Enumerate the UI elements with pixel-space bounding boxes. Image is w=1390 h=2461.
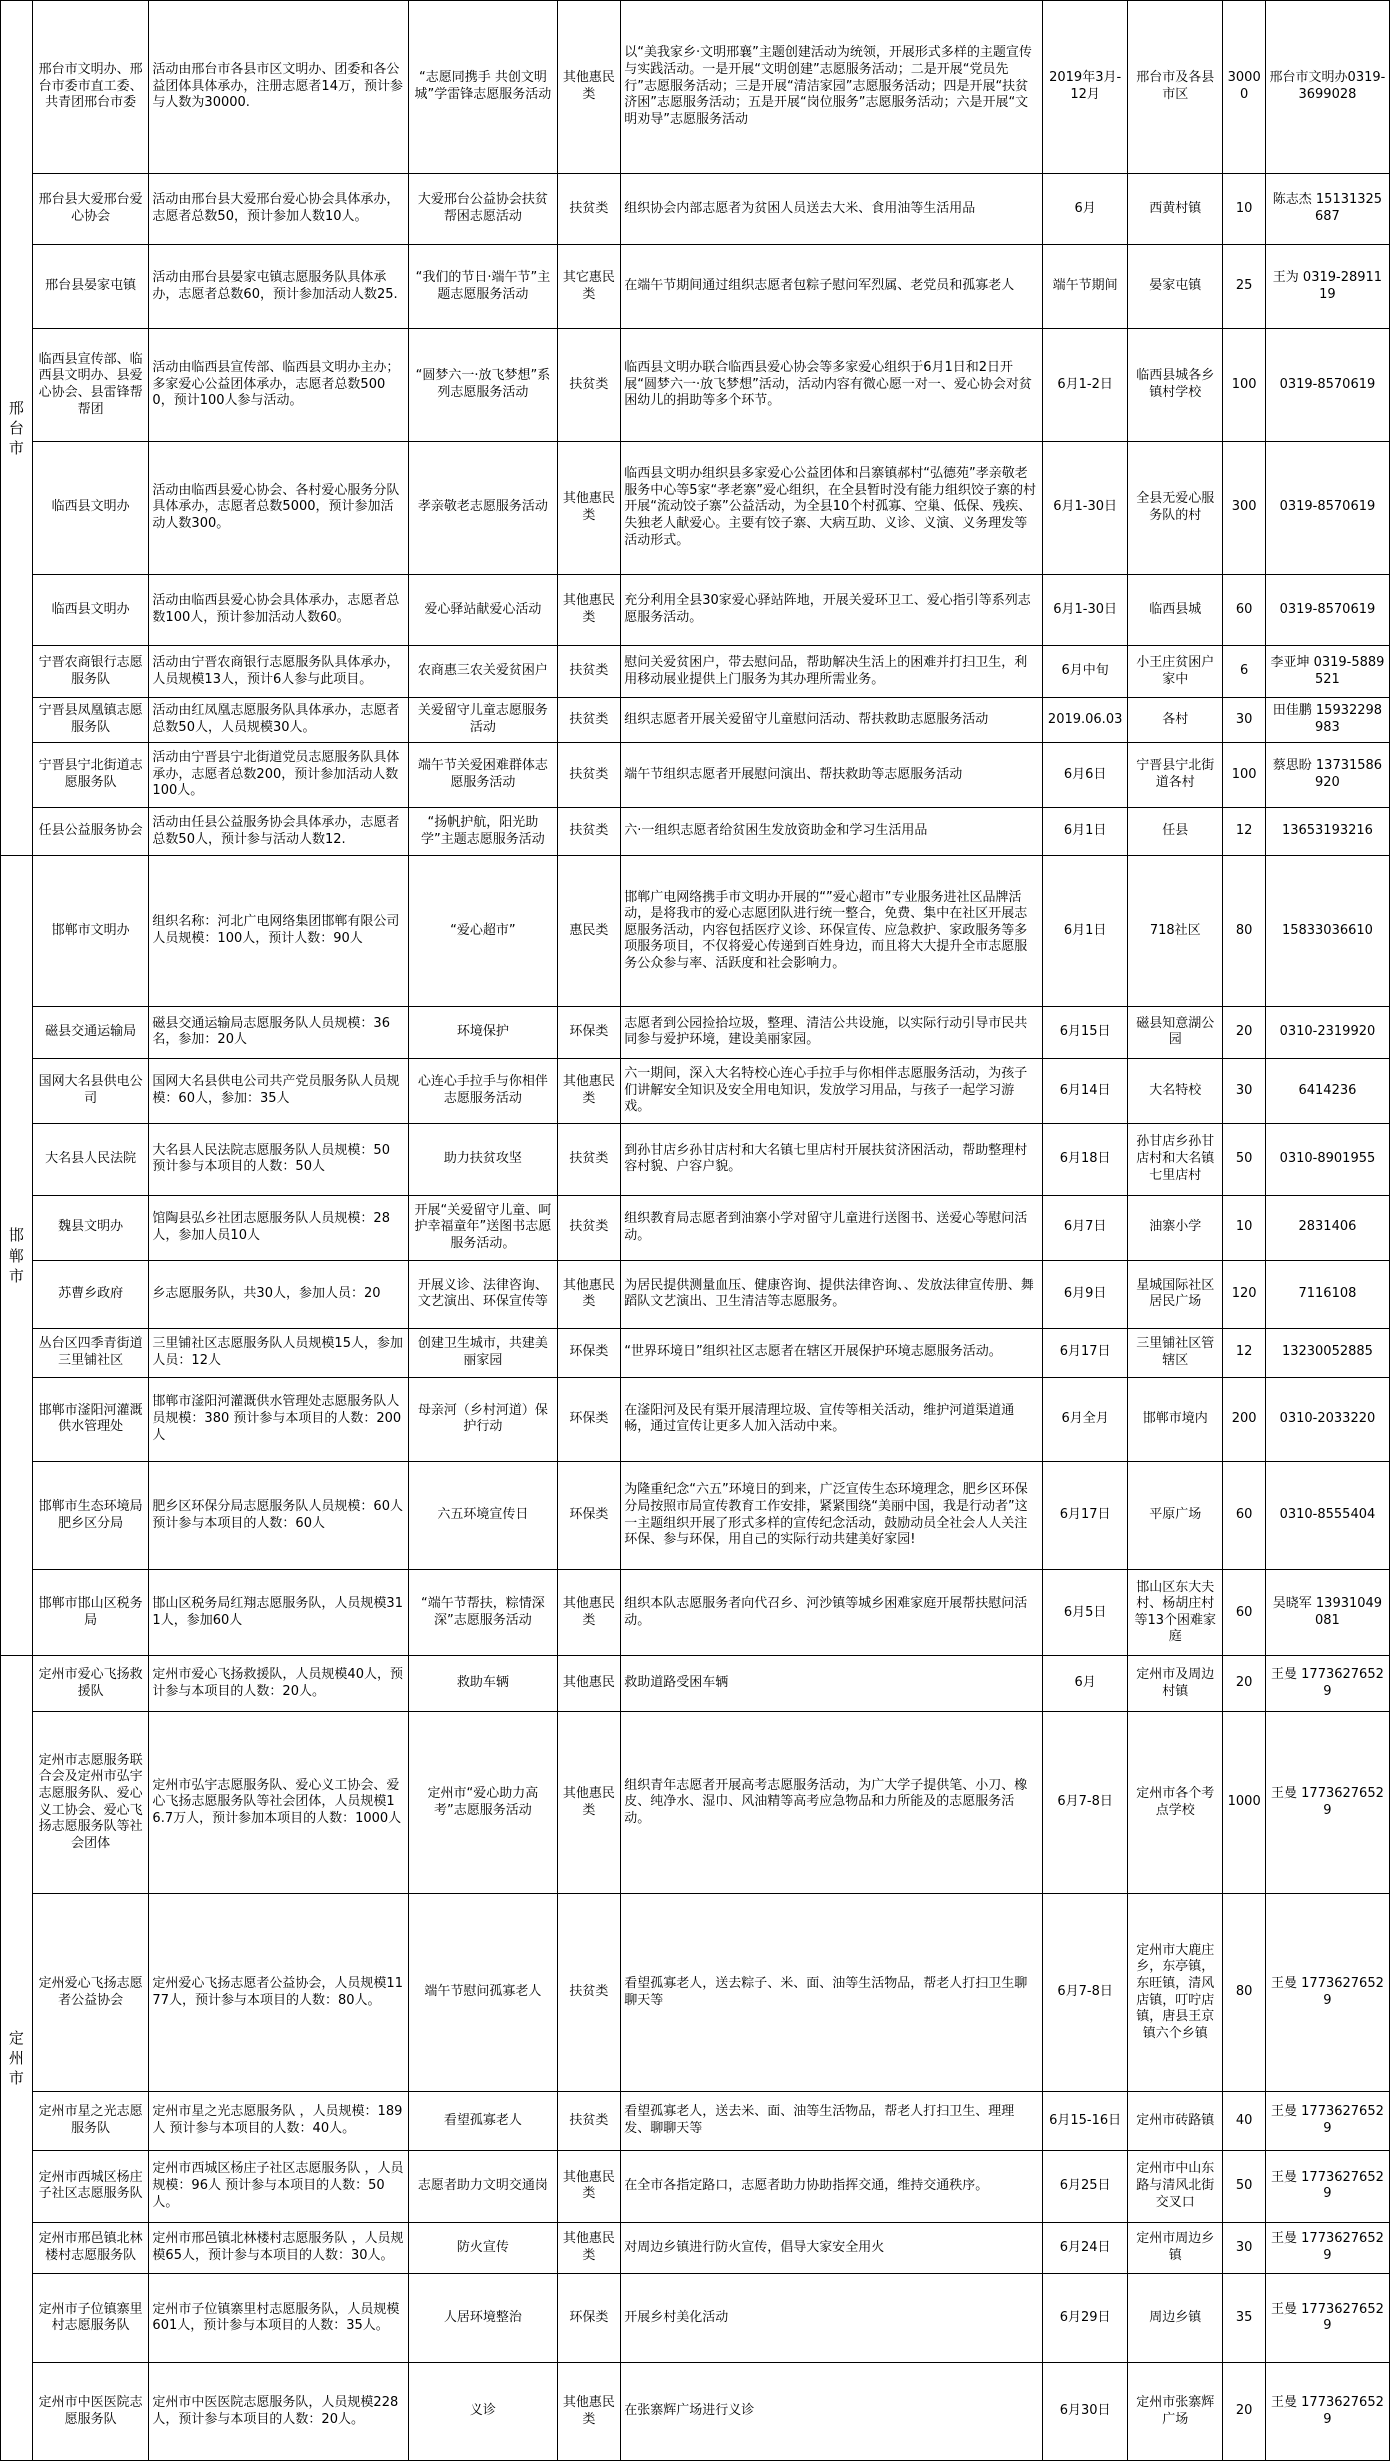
cell-activity-content: 为隆重纪念“六五”环境日的到来，广泛宣传生态环境理念，肥乡区环保分局按照市局宣传教育工作安排，紧紧围绕“美丽中国，我是行动者”这一主题组织开展了形式多样的宣传纪念活动，鼓励动员全社会人人关注环保、参与环保，用自己的实际行动共建美好家园! [621,1461,1043,1570]
table-row [1,1195,1390,1260]
cell-organizer: 定州爱心飞扬志愿者公益协会 [32,1894,149,2091]
cell-participants: 60 [1223,1461,1265,1570]
cell-activity-content: 为居民提供测量血压、健康咨询、提供法律咨询、、发放法律宣传册、舞蹈队文艺演出、卫生清洁等志愿服务。 [621,1260,1043,1328]
cell-city [1,1,33,856]
table-row [1,1461,1390,1570]
cell-category: 其他惠民类 [557,2222,621,2274]
cell-organizer: 邢台县大爱邢台爱心协会 [32,173,149,245]
cell-category: 扶贫类 [557,808,621,856]
cell-team-scale: 乡志愿服务队，共30人，参加人员：20 [149,1260,409,1328]
cell-contact: 王曼 17736276529 [1265,1894,1389,2091]
table-row [1,1058,1390,1123]
cell-contact: 0310-2319920 [1265,1006,1389,1058]
cell-activity-content: 组织教育局志愿者到油寨小学对留守儿童进行送图书、送爱心等慰问活动。 [621,1195,1043,1260]
cell-activity-content: 看望孤寡老人，送去米、面、油等生活物品，帮老人打扫卫生、理理发、聊聊天等 [621,2091,1043,2150]
cell-category: 其他惠民 [557,1656,621,1712]
cell-team-scale: 国网大名县供电公司共产党员服务队人员规模：60人，参加：35人 [149,1058,409,1123]
cell-participants: 80 [1223,1894,1265,2091]
city-name: 定州市 [8,2028,24,2088]
table-row [1,646,1390,698]
cell-activity-content: 在张寨辉广场进行义诊 [621,2363,1043,2461]
cell-contact: 蔡思盼 13731586920 [1265,742,1389,807]
cell-category: 扶贫类 [557,329,621,441]
cell-category: 扶贫类 [557,1195,621,1260]
cell-organizer: 宁晋县凤凰镇志愿服务队 [32,698,149,743]
cell-activity-content: 慰问关爱贫困户，带去慰问品，帮助解决生活上的困难并打扫卫生，利用移动展业提供上门服务为其办理所需业务。 [621,646,1043,698]
cell-project-name: “我们的节日·端午节”主题志愿服务活动 [409,245,557,329]
cell-organizer: 大名县人民法院 [32,1123,149,1195]
cell-project-name: 端午节慰问孤寡老人 [409,1894,557,2091]
cell-project-name: 六五环境宣传日 [409,1461,557,1570]
cell-activity-content: 临西县文明办联合临西县爱心协会等多家爱心组织于6月1日和2日开展“圆梦六一·放飞梦想”活动，活动内容有微心愿一对一、爱心协会对贫困幼儿的捐助等多个环节。 [621,329,1043,441]
cell-team-scale: 活动由任县公益服务协会具体承办，志愿者总数50人，预计参与活动人数12. [149,808,409,856]
table-row [1,2274,1390,2363]
cell-contact: 15833036610 [1265,856,1389,1007]
cell-location: 平原广场 [1128,1461,1223,1570]
cell-team-scale: 磁县交通运输局志愿服务队人员规模：36名，参加：20人 [149,1006,409,1058]
cell-time: 6月14日 [1043,1058,1128,1123]
cell-activity-content: 组织协会内部志愿者为贫困人员送去大米、食用油等生活用品 [621,173,1043,245]
city-name: 邯郸市 [8,1226,24,1285]
table-body [1,1,1390,2461]
cell-contact: 6414236 [1265,1058,1389,1123]
cell-contact: 0310-8901955 [1265,1123,1389,1195]
cell-contact: 田佳鹏 15932298983 [1265,698,1389,743]
cell-project-name: 防火宣传 [409,2222,557,2274]
cell-participants: 200 [1223,1377,1265,1461]
cell-time: 6月17日 [1043,1328,1128,1377]
cell-project-name: 人居环境整治 [409,2274,557,2363]
cell-participants: 1000 [1223,1711,1265,1894]
cell-contact: 邢台市文明办0319-3699028 [1265,1,1389,174]
cell-activity-content: 对周边乡镇进行防火宣传，倡导大家安全用火 [621,2222,1043,2274]
cell-category: 其他惠民类 [557,1058,621,1123]
cell-organizer: 国网大名县供电公司 [32,1058,149,1123]
cell-participants: 35 [1223,2274,1265,2363]
cell-time: 6月29日 [1043,2274,1128,2363]
cell-organizer: 邯郸市邯山区税务局 [32,1570,149,1656]
cell-organizer: 邯郸市文明办 [32,856,149,1007]
table-row [1,2151,1390,2223]
cell-activity-content: 救助道路受困车辆 [621,1656,1043,1712]
cell-time: 6月全月 [1043,1377,1128,1461]
cell-project-name: 母亲河（乡村河道）保护行动 [409,1377,557,1461]
cell-time: 6月7-8日 [1043,1894,1128,2091]
cell-participants: 300 [1223,441,1265,574]
cell-participants: 40 [1223,2091,1265,2150]
cell-time: 6月中旬 [1043,646,1128,698]
table-row [1,441,1390,574]
cell-location: 西黄村镇 [1128,173,1223,245]
cell-team-scale: 三里铺社区志愿服务队人员规模15人，参加人员：12人 [149,1328,409,1377]
cell-activity-content: 组织志愿者开展关爱留守儿童慰问活动、帮扶救助志愿服务活动 [621,698,1043,743]
cell-contact: 0319-8570619 [1265,574,1389,646]
cell-project-name: 端午节关爱困难群体志愿服务活动 [409,742,557,807]
cell-category: 扶贫类 [557,2091,621,2150]
cell-category: 其他惠民类 [557,1260,621,1328]
table-row [1,329,1390,441]
cell-location: 周边乡镇 [1128,2274,1223,2363]
cell-time: 6月1日 [1043,856,1128,1007]
cell-participants: 50 [1223,2151,1265,2223]
cell-time: 6月1-30日 [1043,441,1128,574]
table-row [1,1570,1390,1656]
cell-organizer: 定州市邢邑镇北林楼村志愿服务队 [32,2222,149,2274]
cell-contact: 0310-8555404 [1265,1461,1389,1570]
cell-location: 定州市张寨辉广场 [1128,2363,1223,2461]
table-row [1,1,1390,174]
cell-project-name: 孝亲敬老志愿服务活动 [409,441,557,574]
table-row [1,245,1390,329]
cell-location: 磁县知意湖公园 [1128,1006,1223,1058]
table-row [1,1123,1390,1195]
cell-location: 邢台市及各县市区 [1128,1,1223,174]
cell-location: 任县 [1128,808,1223,856]
table-row [1,1328,1390,1377]
cell-category: 惠民类 [557,856,621,1007]
table-row [1,2091,1390,2150]
cell-team-scale: 活动由宁晋农商银行志愿服务队具体承办，人员规模13人，预计6人参与此项目。 [149,646,409,698]
cell-team-scale: 活动由宁晋县宁北街道党员志愿服务队具体承办，志愿者总数200，预计参加活动人数100人。 [149,742,409,807]
cell-contact: 王曼 17736276529 [1265,2151,1389,2223]
cell-activity-content: 到孙甘店乡孙甘店村和大名镇七里店村开展扶贫济困活动，帮助整理村容村貌、户容户貌。 [621,1123,1043,1195]
cell-participants: 30000 [1223,1,1265,174]
cell-activity-content: 在全市各指定路口，志愿者助力协助指挥交通，维持交通秩序。 [621,2151,1043,2223]
cell-team-scale: 定州市西城区杨庄子社区志愿服务队 ，人员规模：96人 预计参与本项目的人数：50人。 [149,2151,409,2223]
cell-location: 定州市中山东路与清风北街交叉口 [1128,2151,1223,2223]
cell-activity-content: 邯郸广电网络携手市文明办开展的“”爱心超市”专业服务进社区品牌活动，是将我市的爱心志愿团队进行统一整合，免费、集中在社区开展志愿服务活动，内容包括医疗义诊、环保宣传、应急救护、家政服务等多项服务项目，不仅将爱心传递到百姓身边，而且将大大提升全市志愿服务公众参与率、活跃度和社会影响力。 [621,856,1043,1007]
cell-contact: 王曼 17736276529 [1265,2274,1389,2363]
table-row [1,1656,1390,1712]
cell-organizer: 定州市中医医院志愿服务队 [32,2363,149,2461]
cell-organizer: 丛台区四季青街道三里铺社区 [32,1328,149,1377]
cell-location: 小王庄贫困户家中 [1128,646,1223,698]
cell-category: 其他惠民类 [557,1570,621,1656]
cell-team-scale: 馆陶县弘乡社团志愿服务队人员规模：28人，参加人员10人 [149,1195,409,1260]
cell-participants: 100 [1223,742,1265,807]
cell-organizer: 定州市子位镇寨里村志愿服务队 [32,2274,149,2363]
cell-organizer: 邢台县晏家屯镇 [32,245,149,329]
cell-team-scale: 大名县人民法院志愿服务队人员规模：50 预计参与本项目的人数：50人 [149,1123,409,1195]
table-row [1,1377,1390,1461]
cell-participants: 100 [1223,329,1265,441]
city-name: 邢台市 [8,398,24,458]
cell-category: 其他惠民类 [557,574,621,646]
cell-category: 扶贫类 [557,698,621,743]
cell-organizer: 宁晋农商银行志愿服务队 [32,646,149,698]
cell-category: 其他惠民类 [557,1711,621,1894]
cell-contact: 王曼 17736276529 [1265,1711,1389,1894]
cell-participants: 25 [1223,245,1265,329]
cell-location: 邯郸市境内 [1128,1377,1223,1461]
cell-location: 718社区 [1128,856,1223,1007]
cell-project-name: 创建卫生城市，共建美丽家园 [409,1328,557,1377]
cell-project-name: “志愿同携手 共创文明城”学雷锋志愿服务活动 [409,1,557,174]
cell-contact: 王曼 17736276529 [1265,1656,1389,1712]
cell-time: 6月24日 [1043,2222,1128,2274]
cell-project-name: 环境保护 [409,1006,557,1058]
cell-activity-content: 六一期间，深入大名特校心连心手拉手与你相伴志愿服务活动，为孩子们讲解安全知识及安全用电知识，发放学习用品，与孩子一起学习游戏。 [621,1058,1043,1123]
cell-location: 定州市砖路镇 [1128,2091,1223,2150]
cell-time: 6月18日 [1043,1123,1128,1195]
cell-team-scale: 活动由邢台市各县市区文明办、团委和各公益团体具体承办，注册志愿者14万，预计参与人数为30000. [149,1,409,174]
table-row [1,808,1390,856]
cell-contact: 0319-8570619 [1265,441,1389,574]
cell-activity-content: 组织青年志愿者开展高考志愿服务活动，为广大学子提供笔、小刀、橡皮、纯净水、湿巾、风油精等高考应急物品和力所能及的志愿服务活动。 [621,1711,1043,1894]
cell-time: 6月6日 [1043,742,1128,807]
cell-time: 2019.06.03 [1043,698,1128,743]
cell-organizer: 魏县文明办 [32,1195,149,1260]
cell-team-scale: 活动由临西县爱心协会、各村爱心服务分队具体承办，志愿者总数5000，预计参加活动人数300。 [149,441,409,574]
cell-team-scale: 活动由红凤凰志愿服务队具体承办，志愿者总数50人，人员规模30人。 [149,698,409,743]
cell-time: 2019年3月-12月 [1043,1,1128,174]
cell-activity-content: 端午节组织志愿者开展慰问演出、帮扶救助等志愿服务活动 [621,742,1043,807]
cell-organizer: 磁县交通运输局 [32,1006,149,1058]
cell-category: 扶贫类 [557,1894,621,2091]
cell-project-name: 大爱邢台公益协会扶贫帮困志愿活动 [409,173,557,245]
cell-team-scale: 定州市中医医院志愿服务队，人员规模228人，预计参与本项目的人数：20人。 [149,2363,409,2461]
cell-location: 定州市及周边村镇 [1128,1656,1223,1712]
cell-time: 6月17日 [1043,1461,1128,1570]
cell-time: 端午节期间 [1043,245,1128,329]
table-row [1,1260,1390,1328]
cell-participants: 12 [1223,1328,1265,1377]
cell-participants: 120 [1223,1260,1265,1328]
cell-activity-content: 看望孤寡老人，送去粽子、米、面、油等生活物品，帮老人打扫卫生聊聊天等 [621,1894,1043,2091]
cell-project-name: 定州市“爱心助力高考”志愿服务活动 [409,1711,557,1894]
table-row [1,698,1390,743]
cell-contact: 王曼 17736276529 [1265,2222,1389,2274]
cell-city [1,1656,33,2461]
cell-participants: 20 [1223,2363,1265,2461]
cell-location: 临西县城 [1128,574,1223,646]
cell-time: 6月25日 [1043,2151,1128,2223]
cell-organizer: 定州市爱心飞扬救援队 [32,1656,149,1712]
cell-project-name: 义诊 [409,2363,557,2461]
cell-contact: 7116108 [1265,1260,1389,1328]
cell-time: 6月5日 [1043,1570,1128,1656]
cell-location: 宁晋县宁北街道各村 [1128,742,1223,807]
cell-category: 其它惠民类 [557,245,621,329]
table-row [1,173,1390,245]
cell-team-scale: 肥乡区环保分局志愿服务队人员规模：60人 预计参与本项目的人数：60人 [149,1461,409,1570]
cell-contact: 13230052885 [1265,1328,1389,1377]
cell-project-name: 开展“关爱留守儿童、呵护幸福童年”送图书志愿服务活动。 [409,1195,557,1260]
cell-contact: 0319-8570619 [1265,329,1389,441]
cell-location: 全县无爱心服务队的村 [1128,441,1223,574]
cell-location: 定州市各个考点学校 [1128,1711,1223,1894]
cell-project-name: 志愿者助力文明交通岗 [409,2151,557,2223]
cell-team-scale: 定州市邢邑镇北林楼村志愿服务队 ，人员规模65人，预计参与本项目的人数：30人。 [149,2222,409,2274]
cell-time: 6月1-30日 [1043,574,1128,646]
cell-category: 环保类 [557,1006,621,1058]
cell-organizer: 定州市星之光志愿服务队 [32,2091,149,2150]
cell-organizer: 临西县文明办 [32,441,149,574]
cell-time: 6月 [1043,1656,1128,1712]
cell-contact: 13653193216 [1265,808,1389,856]
cell-activity-content: 志愿者到公园捡拾垃圾，整理、清洁公共设施，以实际行动引导市民共同参与爱护环境，建设美丽家园。 [621,1006,1043,1058]
cell-time: 6月1日 [1043,808,1128,856]
table-row [1,1006,1390,1058]
cell-team-scale: 活动由临西县宣传部、临西县文明办主办；多家爱心公益团体承办，志愿者总数5000，预计100人参与活动。 [149,329,409,441]
cell-activity-content: 充分利用全县30家爱心驿站阵地，开展关爱环卫工、爱心指引等系列志愿服务活动。 [621,574,1043,646]
cell-participants: 60 [1223,1570,1265,1656]
cell-location: 各村 [1128,698,1223,743]
cell-location: 孙甘店乡孙甘店村和大名镇七里店村 [1128,1123,1223,1195]
cell-participants: 6 [1223,646,1265,698]
cell-project-name: “端午节帮扶，粽情深深”志愿服务活动 [409,1570,557,1656]
cell-team-scale: 组织名称：河北广电网络集团邯郸有限公司人员规模：100人，预计人数：90人 [149,856,409,1007]
cell-project-name: 看望孤寡老人 [409,2091,557,2150]
cell-activity-content: “世界环境日”组织社区志愿者在辖区开展保护环境志愿服务活动。 [621,1328,1043,1377]
cell-organizer: 邯郸市生态环境局肥乡区分局 [32,1461,149,1570]
cell-contact: 王曼 17736276529 [1265,2091,1389,2150]
cell-activity-content: 六·一组织志愿者给贫困生发放资助金和学习生活用品 [621,808,1043,856]
table-row [1,856,1390,1007]
cell-time: 6月15日 [1043,1006,1128,1058]
cell-organizer: 临西县宣传部、临西县文明办、县爱心协会、县雷锋帮帮团 [32,329,149,441]
cell-participants: 60 [1223,574,1265,646]
cell-category: 环保类 [557,1328,621,1377]
table-row [1,742,1390,807]
cell-location: 邯山区东大夫村、杨胡庄村等13个困难家庭 [1128,1570,1223,1656]
cell-participants: 30 [1223,2222,1265,2274]
cell-organizer: 邯郸市滏阳河灌溉供水管理处 [32,1377,149,1461]
cell-team-scale: 定州市爱心飞扬救援队，人员规模40人，预计参与本项目的人数：20人。 [149,1656,409,1712]
cell-team-scale: 活动由临西县爱心协会具体承办，志愿者总数100人，预计参加活动人数60。 [149,574,409,646]
cell-project-name: 爱心驿站献爱心活动 [409,574,557,646]
cell-time: 6月7日 [1043,1195,1128,1260]
cell-contact: 王为 0319-2891119 [1265,245,1389,329]
table-row [1,2363,1390,2461]
cell-team-scale: 邯山区税务局红翔志愿服务队，人员规模311人，参加60人 [149,1570,409,1656]
cell-location: 三里铺社区管辖区 [1128,1328,1223,1377]
cell-participants: 20 [1223,1006,1265,1058]
cell-organizer: 邢台市文明办、邢台市委市直工委、共青团邢台市委 [32,1,149,174]
cell-location: 定州市大鹿庄乡，东亭镇，东旺镇，清风店镇，叮咛店镇，唐县王京镇六个乡镇 [1128,1894,1223,2091]
cell-team-scale: 邯郸市滏阳河灌溉供水管理处志愿服务队人员规模：380 预计参与本项目的人数：200人 [149,1377,409,1461]
cell-activity-content: 在滏阳河及民有渠开展清理垃圾、宣传等相关活动，维护河道渠道通畅，通过宣传让更多人加入活动中来。 [621,1377,1043,1461]
cell-organizer: 苏曹乡政府 [32,1260,149,1328]
cell-location: 临西县城各乡镇村学校 [1128,329,1223,441]
cell-category: 环保类 [557,1461,621,1570]
cell-participants: 30 [1223,698,1265,743]
table-row [1,1711,1390,1894]
cell-participants: 50 [1223,1123,1265,1195]
cell-category: 其他惠民类 [557,1,621,174]
cell-team-scale: 活动由邢台县晏家屯镇志愿服务队具体承办，志愿者总数60，预计参加活动人数25. [149,245,409,329]
cell-organizer: 任县公益服务协会 [32,808,149,856]
cell-organizer: 临西县文明办 [32,574,149,646]
cell-time: 6月30日 [1043,2363,1128,2461]
cell-project-name: 农商惠三农关爱贫困户 [409,646,557,698]
cell-contact: 2831406 [1265,1195,1389,1260]
cell-activity-content: 临西县文明办组织县多家爱心公益团体和吕寨镇郝村“弘德苑”孝亲敬老服务中心等5家“孝老寨”爱心组织，在全县暂时没有能力组织饺子寨的村开展“流动饺子寨”公益活动，为全县10个村孤寡、空巢、低保、残疾、失独老人献爱心。主要有饺子寨、大病互助、义诊、义演、义务理发等活动形式。 [621,441,1043,574]
cell-team-scale: 定州爱心飞扬志愿者公益协会，人员规模1177人，预计参与本项目的人数：80人。 [149,1894,409,2091]
cell-location: 星城国际社区居民广场 [1128,1260,1223,1328]
cell-location: 晏家屯镇 [1128,245,1223,329]
cell-team-scale: 定州市弘宇志愿服务队、爱心义工协会、爱心飞扬志愿服务队等社会团体，人员规模16.7万人，预计参加本项目的人数：1000人 [149,1711,409,1894]
cell-activity-content: 组织本队志愿服务者向代召乡、河沙镇等城乡困难家庭开展帮扶慰问活动。 [621,1570,1043,1656]
cell-category: 其他惠民类 [557,2151,621,2223]
cell-participants: 10 [1223,1195,1265,1260]
cell-team-scale: 定州市子位镇寨里村志愿服务队，人员规模601人，预计参与本项目的人数：35人。 [149,2274,409,2363]
cell-category: 其他惠民类 [557,441,621,574]
cell-time: 6月 [1043,173,1128,245]
cell-participants: 10 [1223,173,1265,245]
cell-location: 定州市周边乡镇 [1128,2222,1223,2274]
cell-project-name: 救助车辆 [409,1656,557,1712]
cell-activity-content: 以“美我家乡·文明邢襄”主题创建活动为统领，开展形式多样的主题宣传与实践活动。一是开展“文明创建”志愿服务活动；二是开展“党员先行”志愿服务活动；三是开展“清洁家园”志愿服务活动；四是开展“扶贫济困”志愿服务活动；五是开展“岗位服务”志愿服务活动；六是开展“文明劝导”志愿服务活动 [621,1,1043,174]
cell-team-scale: 活动由邢台县大爱邢台爱心协会具体承办，志愿者总数50，预计参加人数10人。 [149,173,409,245]
cell-project-name: 心连心手拉手与你相伴志愿服务活动 [409,1058,557,1123]
cell-time: 6月7-8日 [1043,1711,1128,1894]
cell-activity-content: 开展乡村美化活动 [621,2274,1043,2363]
cell-category: 扶贫类 [557,1123,621,1195]
cell-category: 扶贫类 [557,646,621,698]
cell-category: 扶贫类 [557,173,621,245]
cell-contact: 陈志杰 15131325687 [1265,173,1389,245]
cell-contact: 吴晓军 13931049081 [1265,1570,1389,1656]
table-row [1,1894,1390,2091]
cell-project-name: 助力扶贫攻坚 [409,1123,557,1195]
cell-location: 油寨小学 [1128,1195,1223,1260]
cell-location: 大名特校 [1128,1058,1223,1123]
cell-participants: 30 [1223,1058,1265,1123]
cell-city [1,856,33,1656]
cell-contact: 李亚坤 0319-5889521 [1265,646,1389,698]
cell-time: 6月9日 [1043,1260,1128,1328]
table-row [1,2222,1390,2274]
cell-organizer: 宁晋县宁北街道志愿服务队 [32,742,149,807]
cell-project-name: 开展义诊、法律咨询、文艺演出、环保宣传等 [409,1260,557,1328]
cell-organizer: 定州市志愿服务联合会及定州市弘宇志愿服务队、爱心义工协会、爱心飞扬志愿服务队等社会团体 [32,1711,149,1894]
cell-category: 其他惠民类 [557,2363,621,2461]
cell-organizer: 定州市西城区杨庄子社区志愿服务队 [32,2151,149,2223]
cell-project-name: “扬帆护航，阳光助学”主题志愿服务活动 [409,808,557,856]
cell-project-name: “爱心超市” [409,856,557,1007]
cell-category: 环保类 [557,1377,621,1461]
cell-category: 环保类 [557,2274,621,2363]
cell-contact: 王曼 17736276529 [1265,2363,1389,2461]
cell-project-name: “圆梦六一·放飞梦想”系列志愿服务活动 [409,329,557,441]
cell-time: 6月1-2日 [1043,329,1128,441]
cell-time: 6月15-16日 [1043,2091,1128,2150]
cell-project-name: 关爱留守儿童志愿服务活动 [409,698,557,743]
cell-participants: 20 [1223,1656,1265,1712]
cell-participants: 12 [1223,808,1265,856]
cell-category: 扶贫类 [557,742,621,807]
table-row [1,574,1390,646]
cell-contact: 0310-2033220 [1265,1377,1389,1461]
cell-activity-content: 在端午节期间通过组织志愿者包粽子慰问军烈属、老党员和孤寡老人 [621,245,1043,329]
cell-participants: 80 [1223,856,1265,1007]
cell-team-scale: 定州市星之光志愿服务队 ，人员规模：189人 预计参与本项目的人数：40人。 [149,2091,409,2150]
